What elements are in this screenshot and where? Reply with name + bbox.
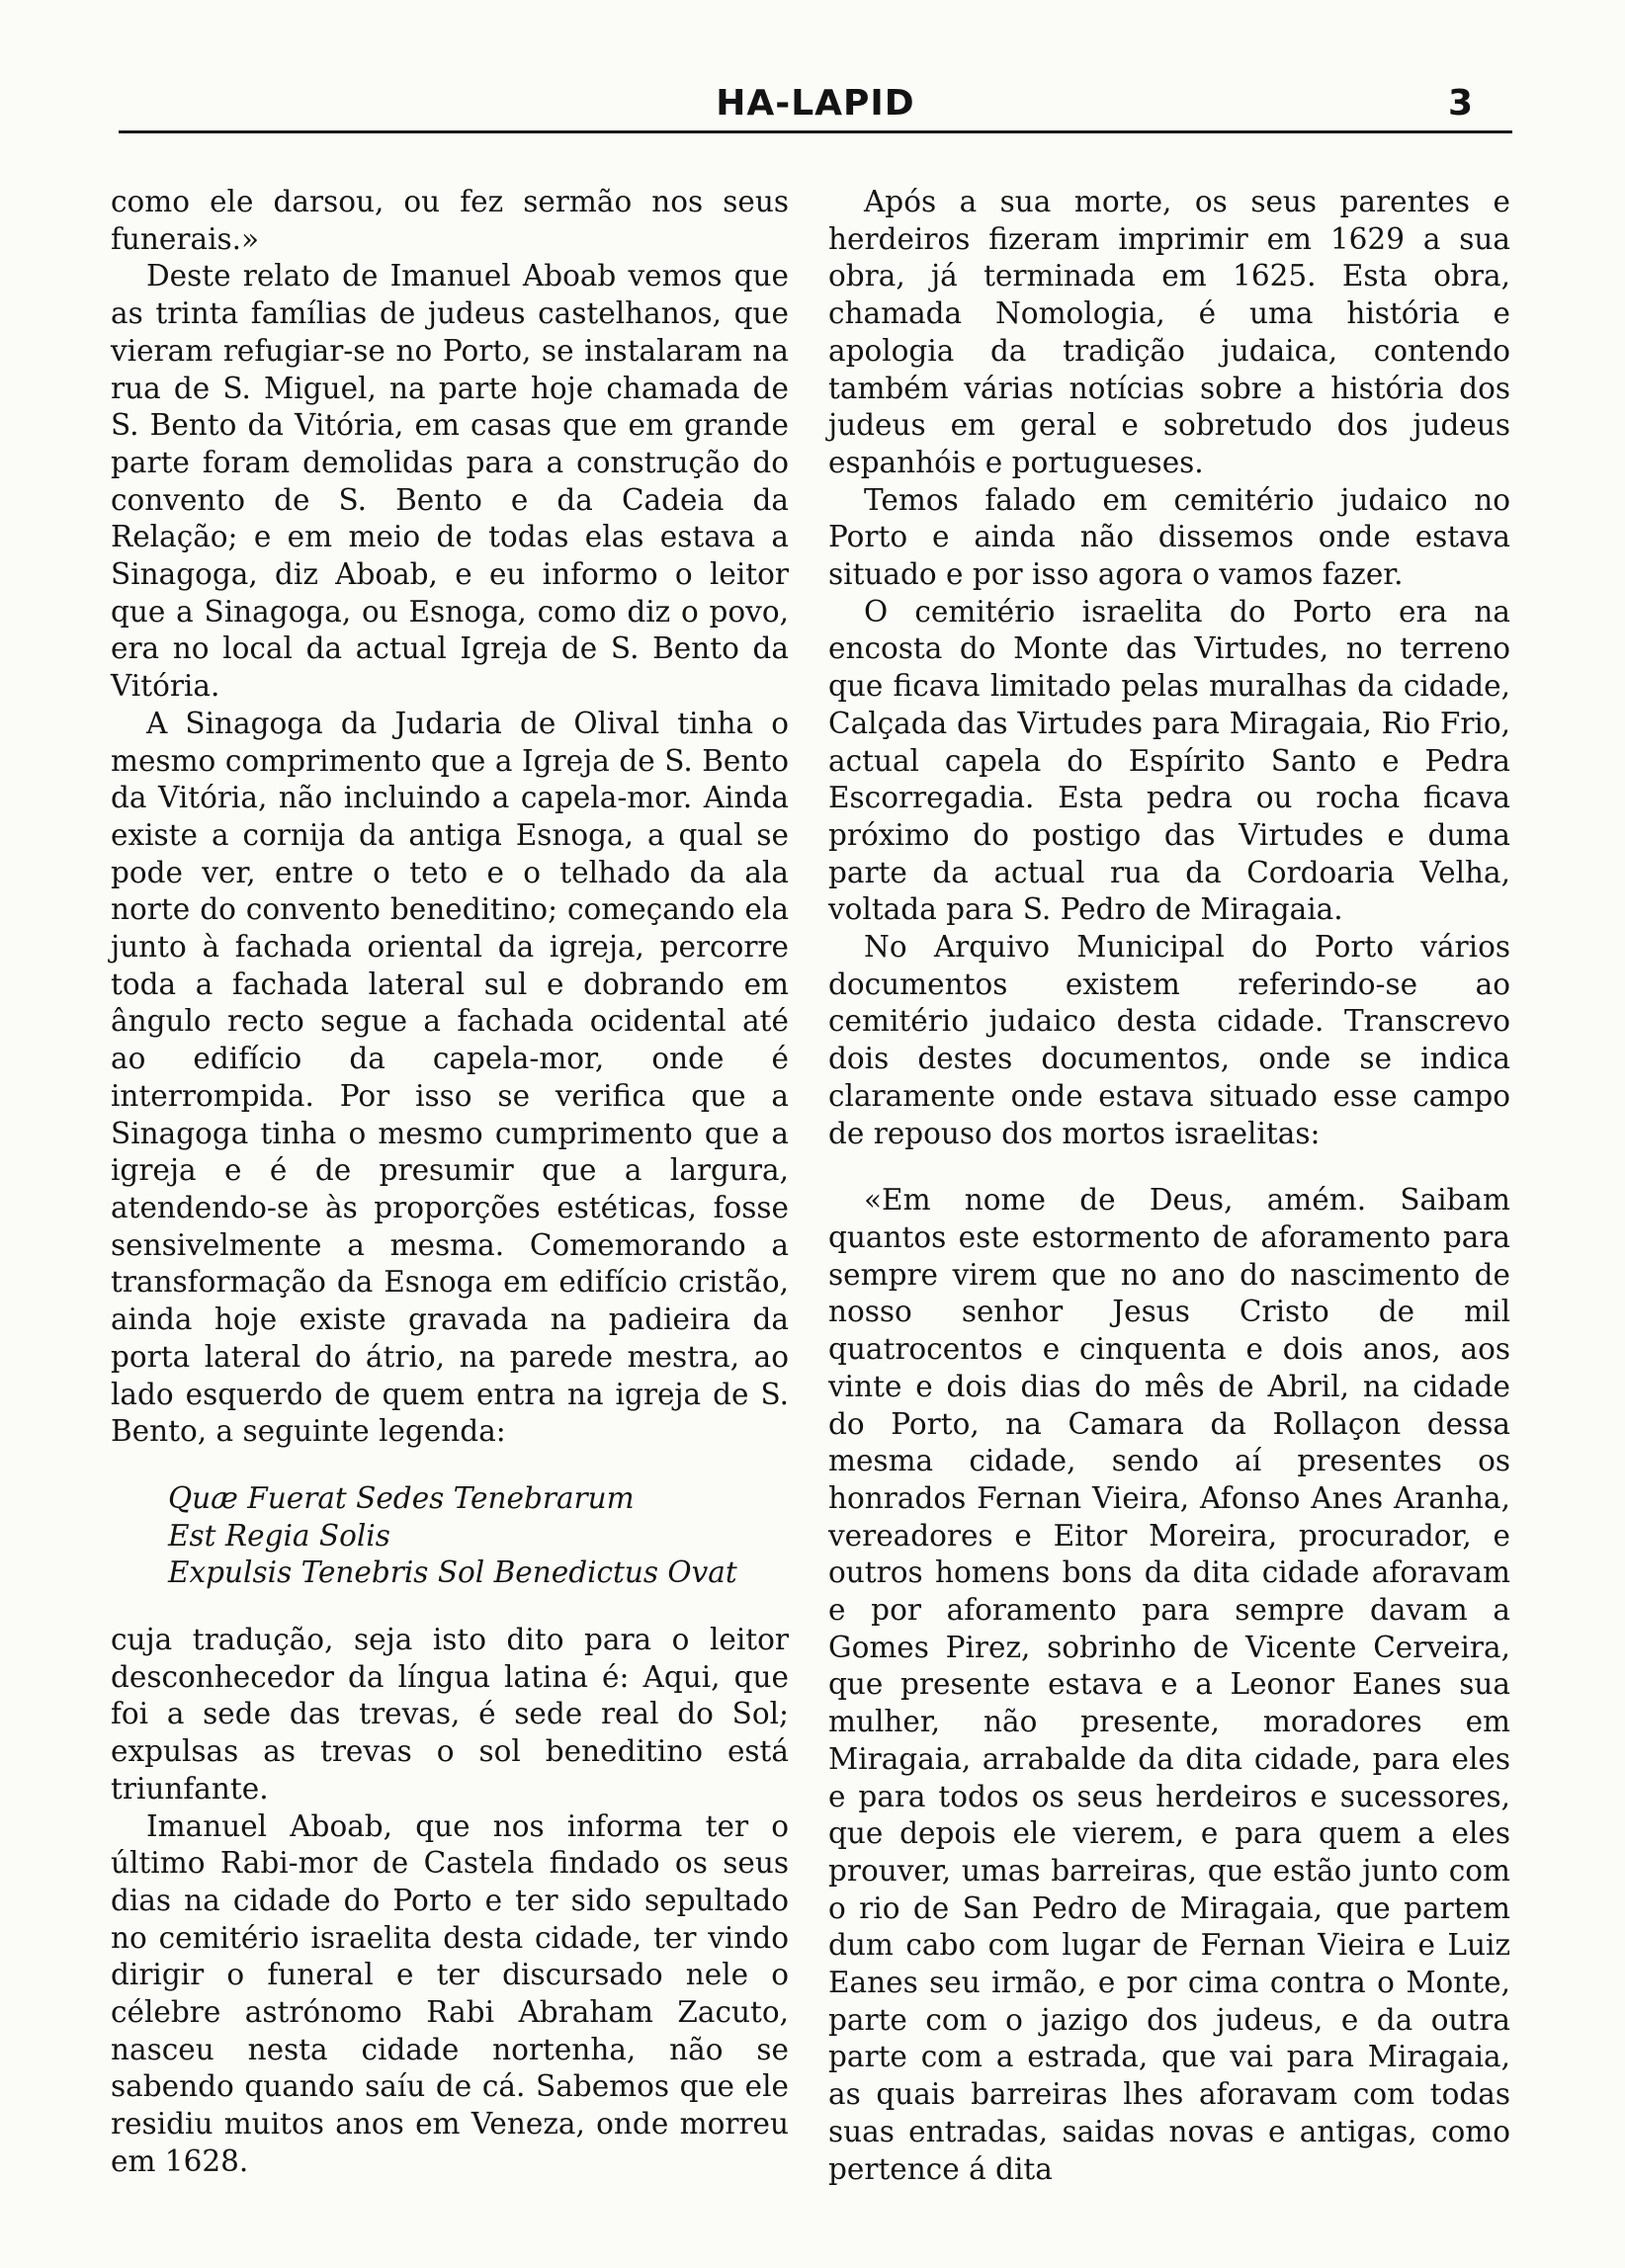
paragraph: Deste relato de Imanuel Aboab vemos que as trinta famílias de judeus castelhanos, que vieram refugiar-se no Porto, se instalaram na rua de S. Miguel, na parte hoje chamada de S. Bento da Vitória, em casas que em grande parte foram demolidas para a construção do convento de S. Bento e da Cadeia da Relação; e em meio de todas elas estava a Sinagoga, diz Aboab, e eu informo o leitor que a Sinagoga, ou Esnoga, como diz o povo, era no local da actual Igreja de S. Bento da Vitória. [111,259,789,704]
running-title: HA-LAPID [716,83,915,124]
page-header [119,77,1512,140]
paragraph: Temos falado em cemitério judaico no Porto e ainda não dissemos onde estava situado e por isso agora o vamos fazer. [828,482,1510,592]
quoted-document: «Em nome de Deus, amém. Saibam quantos este estormento de aforamento para sempre virem que no ano do nascimento de nosso senhor Jesus Cristo de mil quatrocentos e cinquenta e dois anos, aos vinte e dois dias do mês de Abril, na cidade do Porto, na Camara da Rollaçon dessa mesma cidade, sendo aí presentes os honrados Fernan Vieira, Afonso Anes Aranha, vereadores e Eitor Moreira, procurador, e outros homens bons da dita cidade aforavam e por aforamento para sempre davam a Gomes Pirez, sobrinho de Vicente Cerveira, que presente estava e a Leonor Eanes sua mulher, não presente, moradores em Miragaia, arrabalde da dita cidade, para eles e para todos os seus herdeiros e sucessores, que depois ele vierem, e para quem a eles prouver, umas barreiras, que estão junto com o rio de San Pedro de Miragaia, que partem dum cabo com lugar de Fernan Vieira e Luiz Eanes seu irmão, e por cima contra o Monte, parte com o jazigo dos judeus, e da outra parte com a estrada, que vai para Miragaia, as quais barreiras lhes aforavam com todas suas entradas, saidas novas e antigas, como pertence á dita [828,1183,1510,2186]
header-rule [119,130,1512,133]
paragraph: Após a sua morte, os seus parentes e herdeiros fizeram imprimir em 1629 a sua obra, já terminada em 1625. Esta obra, chamada Nomologia, é uma história e apologia da tradição judaica, contendo também várias notícias sobre a história dos judeus em geral e sobretudo dos judeus espanhóis e portugueses. [828,185,1510,479]
paragraph: No Arquivo Municipal do Porto vários documentos existem referindo-se ao cemitério judaico desta cidade. Transcrevo dois destes documentos, onde se indica claramente onde estava situado esse campo de repouso dos mortos israelitas: [828,930,1510,1150]
page-number: 3 [1447,83,1473,124]
paragraph: cuja tradução, seja isto dito para o leitor desconhecedor da língua latina é: Aqui, que foi a sede das trevas, é sede real do Sol; expulsas as trevas o sol beneditino está triunfante. [111,1623,789,1806]
paragraph: como ele darsou, ou fez sermão nos seus funerais.» [111,185,789,256]
inscription-line: Quæ Fuerat Sedes Tenebrarum [168,1480,635,1515]
paragraph: O cemitério israelita do Porto era na encosta do Monte das Virtudes, no terreno que ficava limitado pelas muralhas da cidade, Calçada das Virtudes para Miragaia, Rio Frio, actual capela do Espírito Santo e Pedra Escorregadia. Esta pedra ou rocha ficava próximo do postigo das Virtudes e duma parte da actual rua da Cordoaria Velha, voltada para S. Pedro de Miragaia. [828,594,1510,927]
paragraph: Imanuel Aboab, que nos informa ter o último Rabi-mor de Castela findado os seus dias na cidade do Porto e ter sido sepultado no cemitério israelita desta cidade, ter vindo dirigir o funeral e ter discursado nele o célebre astrónomo Rabi Abraham Zacuto, nasceu nesta cidade nortenha, não se sabendo quando saíu de cá. Sabemos que ele residiu muitos anos em Veneza, onde morreu em 1628. [111,1808,789,2178]
inscription-line: Est Regia Solis [168,1518,390,1553]
right-column [828,184,1510,2188]
inscription-line: Expulsis Tenebris Sol Benedictus Ovat [168,1555,737,1590]
paragraph: A Sinagoga da Judaria de Olival tinha o mesmo comprimento que a Igreja de S. Bento da Vitória, não incluindo a capela-mor. Ainda existe a cornija da antiga Esnoga, a qual se pode ver, entre o teto e o telhado da ala norte do convento beneditino; começando ela junto à fachada oriental da igreja, percorre toda a fachada lateral sul e dobrando em ângulo recto segue a fachada ocidental até ao edifício da capela-mor, onde é interrompida. Por isso se verifica que a Sinagoga tinha o mesmo cumprimento que a igreja e é de presumir que a largura, atendendo-se às proporções estéticas, fosse sensivelmente a mesma. Comemorando a transformação da Esnoga em edifício cristão, ainda hoje existe gravada na padieira da porta lateral do átrio, na parede mestra, ao lado esquerdo de quem entra na igreja de S. Bento, a seguinte legenda: [111,706,789,1449]
latin-inscription [168,1480,789,1592]
left-column [111,184,789,2181]
